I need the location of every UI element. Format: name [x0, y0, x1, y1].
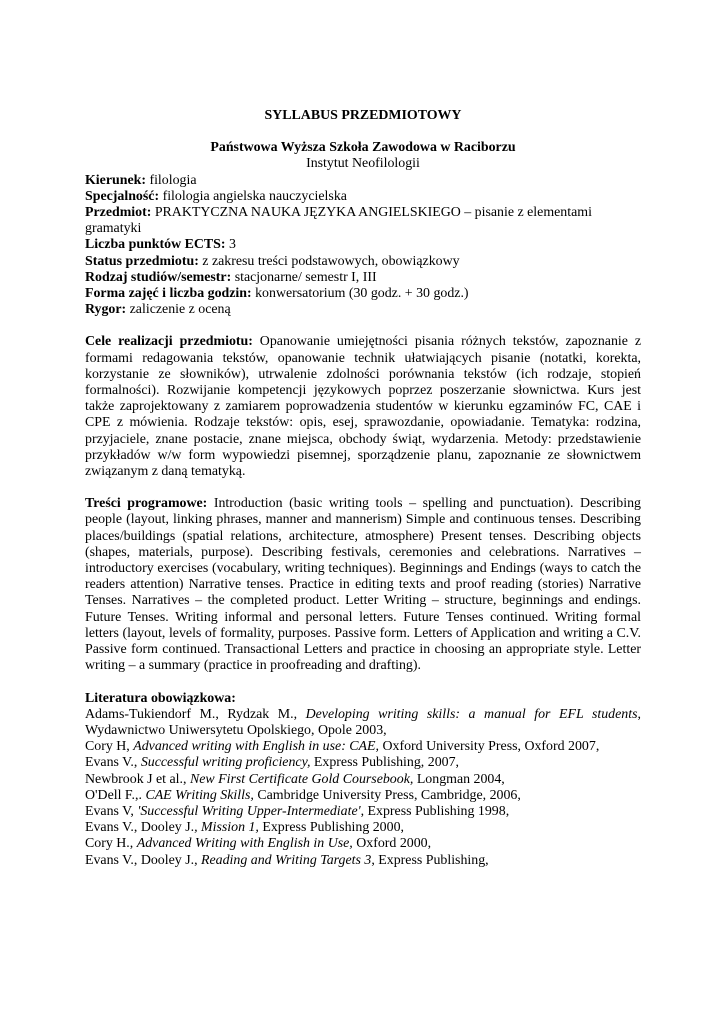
ref-publisher: Express Publishing 2000,	[258, 820, 404, 836]
ref-author: Evans V.,	[85, 755, 141, 771]
goals-label: Cele realizacji przedmiotu:	[85, 334, 253, 350]
literature-item	[85, 820, 641, 836]
field-label: Kierunek:	[85, 172, 146, 188]
field-label: Liczba punktów ECTS:	[85, 237, 226, 253]
ref-publisher: Oxford 2000,	[352, 836, 432, 852]
field-status	[85, 254, 641, 270]
institute-name: Instytut Neofilologii	[306, 156, 420, 172]
field-value: filologia	[145, 172, 197, 188]
literature-item	[85, 853, 641, 869]
field-label: Przedmiot:	[85, 205, 152, 221]
field-forma-zajec	[85, 286, 641, 302]
field-value: 3	[225, 237, 236, 253]
ref-publisher: Express Publishing, 2007,	[310, 755, 460, 771]
ref-title: Advanced Writing with English in Use,	[136, 836, 353, 852]
ref-author: Cory H,	[85, 739, 134, 755]
field-label: Rygor:	[85, 302, 127, 318]
institution-name: Państwowa Wyższa Szkoła Zawodowa w Raciborzu	[210, 140, 516, 156]
field-value: filologia angielska nauczycielska	[159, 188, 347, 204]
ref-author: Newbrook J et al.,	[85, 771, 190, 787]
ref-publisher: Oxford University Press, Oxford 2007,	[379, 739, 600, 755]
literature-item	[85, 804, 641, 820]
ref-author: Adams-Tukiendorf M., Rydzak M.,	[85, 706, 306, 722]
ref-title: 'Successful Writing Upper-Intermediate'	[137, 803, 361, 819]
document-title: SYLLABUS PRZEDMIOTOWY	[264, 108, 462, 123]
field-ects	[85, 237, 641, 253]
literature-item	[85, 836, 641, 852]
literature-list	[85, 707, 641, 869]
content-label: Treści programowe:	[85, 496, 208, 512]
ref-title: Developing writing skills: a manual for EFL students	[305, 706, 638, 722]
field-value: konwersatorium (30 godz. + 30 godz.)	[251, 286, 469, 302]
field-specjalnosc	[85, 189, 641, 205]
field-label: Forma zajęć i liczba godzin:	[85, 286, 252, 302]
field-value: stacjonarne/ semestr I, III	[231, 269, 377, 285]
field-przedmiot	[85, 205, 641, 237]
course-goals-paragraph	[85, 334, 641, 480]
literature-heading: Literatura obowiązkowa:	[85, 690, 236, 706]
field-rodzaj-studiow	[85, 270, 641, 286]
content-text: Introduction (basic writing tools – spelling and punctuation). Describing people (layout, linking phrases, manner and mannerism) Simple and continuous tenses. Describing places/buildings (spatial relations, architecture, atmosphere) Present tenses. Describing objects (shapes, materials, purpose). Describing festivals, ceremonies and celebrations. Narratives – introductory exercises (vocabulary, writing techniques). Beginnings and Endings (ways to catch the readers attention) Narrative tenses. Practice in editing texts and proof reading (stories) Narrative Tenses. Narratives – the completed product. Letter Writing – structure, beginnings and endings. Future Tenses. Writing informal and personal letters. Future Tenses continued. Writing formal letters (layout, levels of formality, purposes. Passive form. Letters of Application and writing a C.V. Passive form continued. Transactional Letters and practice in choosing an appropriate style. Letter writing – a summary (practice in proofreading and drafting).	[85, 496, 641, 674]
ref-publisher: , Express Publishing 1998,	[360, 803, 510, 819]
ref-publisher: Longman 2004,	[413, 771, 505, 787]
program-content-paragraph	[85, 496, 641, 674]
ref-title: New First Certificate Gold Coursebook,	[189, 771, 414, 787]
field-rygor	[85, 302, 641, 318]
literature-item	[85, 755, 641, 771]
field-value: z zakresu treści podstawowych, obowiązkowy	[198, 253, 460, 269]
ref-title: CAE Writing Skills,	[145, 787, 254, 803]
ref-title: Advanced writing with English in use: CAE,	[133, 739, 379, 755]
ref-author: Evans V,	[85, 803, 138, 819]
syllabus-page	[85, 108, 641, 869]
ref-author: Cory H.,	[85, 836, 137, 852]
ref-publisher: , Wydawnictwo Uniwersytetu Opolskiego, Opole 2003,	[85, 706, 641, 738]
ref-publisher: , Express Publishing,	[371, 852, 489, 868]
field-value: zaliczenie z oceną	[126, 302, 231, 318]
literature-item	[85, 788, 641, 804]
field-kierunek	[85, 173, 641, 189]
ref-title: , Mission 1,	[194, 820, 259, 836]
field-label: Rodzaj studiów/semestr:	[85, 269, 232, 285]
field-label: Specjalność:	[85, 188, 160, 204]
literature-item	[85, 739, 641, 755]
ref-title: Reading and Writing Targets 3	[201, 852, 372, 868]
ref-author: O'Dell F.,.	[85, 787, 146, 803]
ref-author: Evans V., Dooley J.	[85, 820, 195, 836]
literature-item	[85, 707, 641, 739]
literature-item	[85, 772, 641, 788]
field-label: Status przedmiotu:	[85, 253, 199, 269]
goals-text: Opanowanie umiejętności pisania różnych tekstów, zapoznanie z formami redagowania tekstów, opanowanie technik ułatwiających pisanie (notatki, korekta, korzystanie ze słowników), utrwalenie zdolności porównania tekstów (ich rodzaje, stopień formalności). Rozwijanie kompetencji językowych poprzez poszerzanie słownictwa. Kurs jest także zaprojektowany z zamiarem poprowadzenia studentów w kierunku egzaminów FC, CAE i CPE z mówienia. Rodzaje tekstów: opis, esej, sprawozdanie, opowiadanie. Tematyka: rodzina, przyjaciele, znane postacie, znane miejsca, obchody świąt, wydarzenia. Metody: przedstawienie przykładów w/w form wypowiedzi pisemnej, sporządzenie planu, zapoznanie ze słownictwem związanym z daną tematyką.	[85, 334, 641, 480]
course-fields	[85, 173, 641, 319]
ref-publisher: Cambridge University Press, Cambridge, 2006,	[253, 787, 521, 803]
field-value: PRAKTYCZNA NAUKA JĘZYKA ANGIELSKIEGO – pisanie z elementami gramatyki	[85, 205, 592, 237]
ref-title: Successful writing proficiency,	[140, 755, 311, 771]
ref-author: Evans V., Dooley J.,	[85, 852, 202, 868]
